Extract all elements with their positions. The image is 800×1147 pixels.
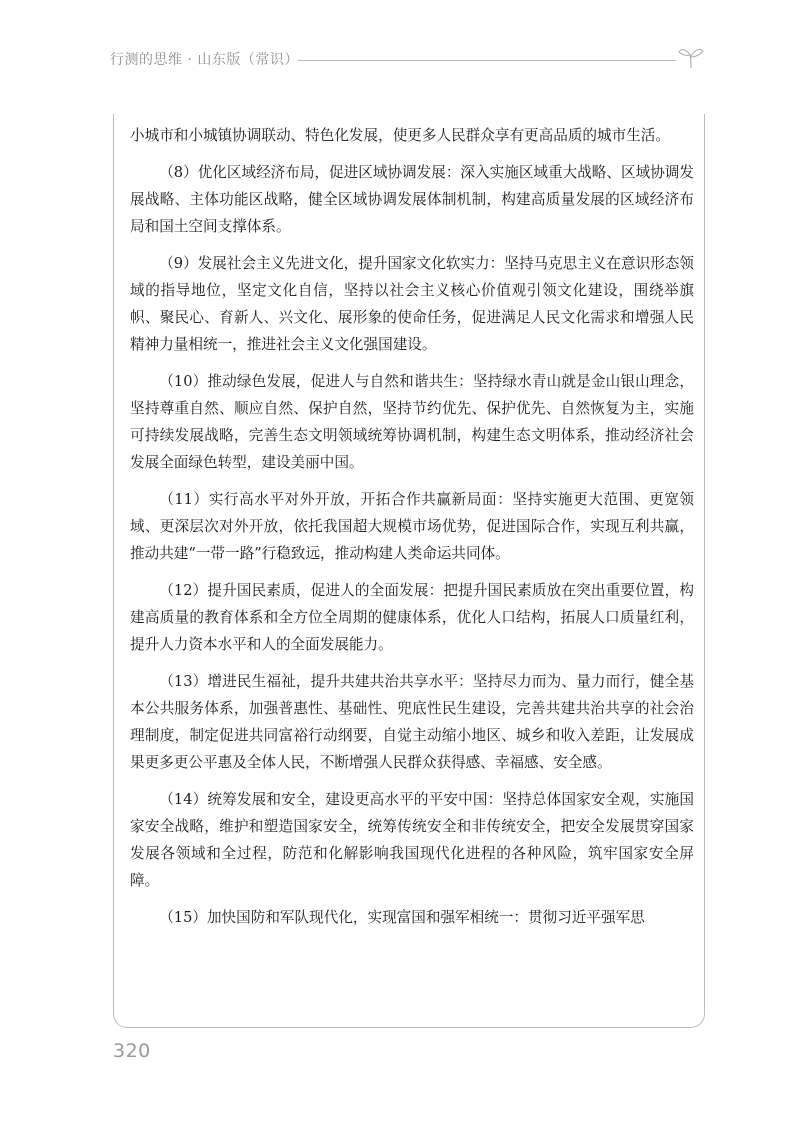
- paragraph: （14）统筹发展和安全，建设更高水平的平安中国：坚持总体国家安全观，实施国家安全战略，维护和塑造国家安全，统筹传统安全和非传统安全，把安全发展贯穿国家发展各领域和全过程，防范和化解影响我国现代化进程的各种风险，筑牢国家安全屏障。: [130, 791, 694, 889]
- page-number: 320: [113, 1040, 151, 1062]
- sprout-icon: [676, 45, 706, 69]
- running-header: [110, 45, 710, 75]
- header-rule: [298, 60, 676, 61]
- paragraph: （15）加快国防和军队现代化，实现富国和强军相统一：贯彻习近平强军思: [159, 909, 645, 926]
- body-text: [130, 122, 694, 931]
- paragraph: （13）增进民生福祉，提升共建共治共享水平：坚持尽力而为、量力而行，健全基本公共服务体系，加强普惠性、基础性、兜底性民生建设，完善共建共治共享的社会治理制度，制定促进共同富裕行动纲要，自觉主动缩小地区、城乡和收入差距，让发展成果更多更公平惠及全体人民，不断增强人民群众获得感、幸福感、安全感。: [130, 673, 694, 771]
- paragraph: 小城市和小城镇协调联动、特色化发展，使更多人民群众享有更高品质的城市生活。: [130, 127, 670, 144]
- paragraph: （10）推动绿色发展，促进人与自然和谐共生：坚持绿水青山就是金山银山理念，坚持尊重自然、顺应自然、保护自然，坚持节约优先、保护优先、自然恢复为主，实施可持续发展战略，完善生态文明领域统筹协调机制，构建生态文明体系，推动经济社会发展全面绿色转型，建设美丽中国。: [130, 373, 694, 471]
- paragraph: （12）提升国民素质，促进人的全面发展：把提升国民素质放在突出重要位置，构建高质量的教育体系和全方位全周期的健康体系，优化人口结构，拓展人口质量红利，提升人力资本水平和人的全面发展能力。: [130, 582, 694, 653]
- paragraph: （8）优化区域经济布局，促进区域协调发展：深入实施区域重大战略、区域协调发展战略、主体功能区战略，健全区域协调发展体制机制，构建高质量发展的区域经济布局和国土空间支撑体系。: [130, 164, 694, 235]
- header-title: 行测的思维 · 山东版（常识）: [110, 52, 299, 68]
- paragraph: （9）发展社会主义先进文化，提升国家文化软实力：坚持马克思主义在意识形态领域的指导地位，坚定文化自信，坚持以社会主义核心价值观引领文化建设，围绕举旗帜、聚民心、育新人、兴文化、展形象的使命任务，促进满足人民文化需求和增强人民精神力量相统一，推进社会主义文化强国建设。: [130, 255, 694, 353]
- paragraph: （11）实行高水平对外开放，开拓合作共赢新局面：坚持实施更大范围、更宽领域、更深层次对外开放，依托我国超大规模市场优势，促进国际合作，实现互利共赢，推动共建“一带一路”行稳致远，推动构建人类命运共同体。: [130, 491, 694, 562]
